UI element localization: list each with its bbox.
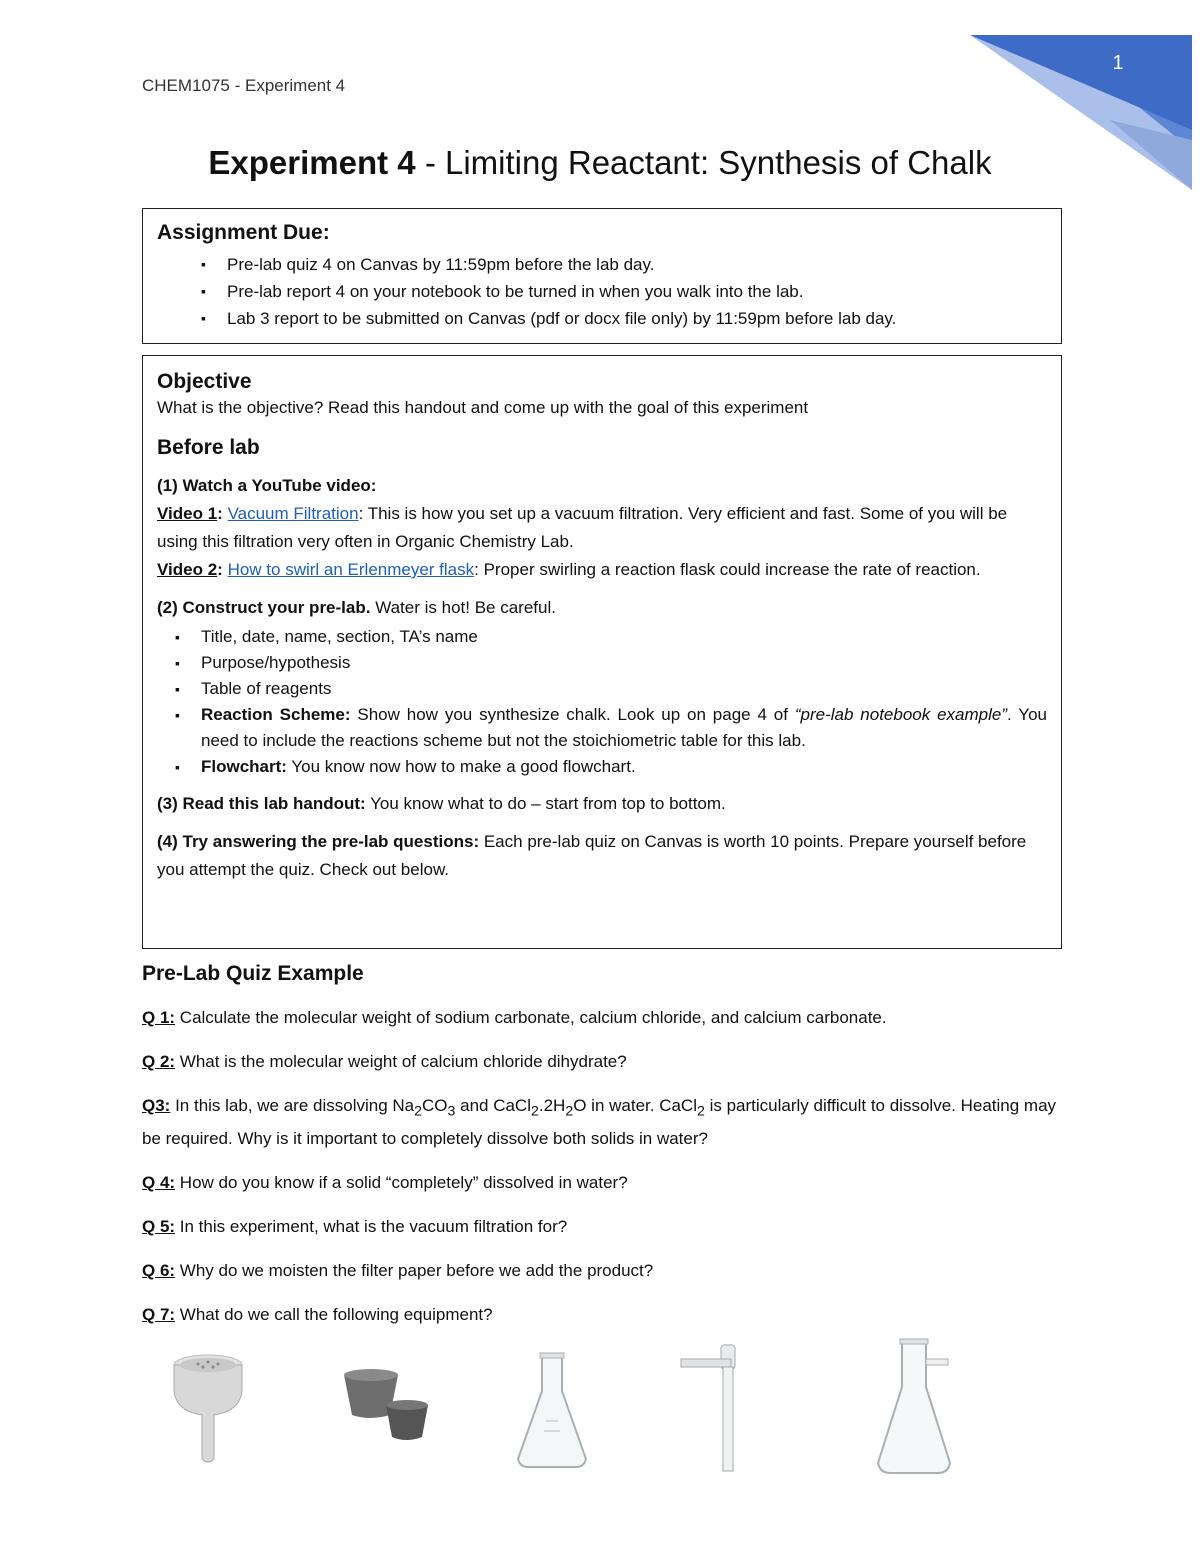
quiz-question: Q 6: Why do we moisten the filter paper before we add the product? [142,1261,654,1281]
quiz-heading: Pre-Lab Quiz Example [142,962,364,985]
step1: (1) Watch a YouTube video: [157,476,377,495]
equipment-images [140,1335,1020,1485]
video2-link[interactable]: How to swirl an Erlenmeyer flask [227,560,475,579]
quiz-question: Q3: In this lab, we are dissolving $Na_2CO_3$ and $CaCl_2.2H_2O$ in water. CaCl$_2$ is particularly difficult to dissolve. Heating may be required. Why is it important to completely dissolve both solids in water? [142,1096,1057,1149]
list-item: ▪ Pre-lab report 4 on your notebook to be turned in when you walk into the lab. [169,278,1047,305]
list-item: ▪ Title, date, name, section, TA’s name [157,624,1047,650]
quiz-question: Q 7: What do we call the following equipment? [142,1305,493,1325]
list-item: ▪ Pre-lab quiz 4 on Canvas by 11:59pm before the lab day. [169,251,1047,278]
buchner-funnel-icon [168,1351,248,1471]
assignment-heading: Assignment Due: [157,221,330,244]
assignment-box [142,208,1062,344]
list-item: ▪ Table of reagents [157,676,1047,702]
step4: (4) Try answering the pre-lab questions: Each pre-lab quiz on Canvas is worth 10 points. Prepare yourself before you attempt the quiz. Check out below. [157,832,1027,879]
objective-heading: Objective [157,370,252,393]
list-item: ▪ Reaction Scheme: Show how you synthesize chalk. Look up on page 4 of “pre-lab notebook example”. You need to include the reactions scheme but not the stoichiometric table for this lab. [157,702,1047,754]
prelab-list [157,624,1047,780]
list-item: ▪ Purpose/hypothesis [157,650,1047,676]
list-item: ▪ Lab 3 report to be submitted on Canvas (pdf or docx file only) by 11:59pm before lab day. [169,305,1047,332]
video1: Video 1: Vacuum Filtration: This is how you set up a vacuum filtration. Very efficient and fast. Some of you will be using this filtration very often in Organic Chemistry Lab. [157,504,1008,551]
list-item: ▪ Flowchart: You know now how to make a good flowchart. [157,754,1047,780]
erlenmeyer-flask-icon [512,1351,592,1471]
quiz-section [142,962,1072,1345]
quiz-question: Q 5: In this experiment, what is the vacuum filtration for? [142,1217,568,1237]
quiz-question: Q 1: Calculate the molecular weight of sodium carbonate, calcium chloride, and calcium carbonate. [142,1008,887,1027]
video2: Video 2: How to swirl an Erlenmeyer flask: Proper swirling a reaction flask could increase the rate of reaction. [157,560,981,579]
quiz-question: Q 2: What is the molecular weight of calcium chloride dihydrate? [142,1052,627,1071]
assignment-list [157,251,1047,332]
before-lab-heading: Before lab [157,436,260,459]
stopcock-icon [675,1341,755,1475]
rubber-adapters-icon [340,1365,440,1445]
page-header: CHEM1075 - Experiment 4 [142,76,346,95]
filter-flask-icon [872,1337,962,1477]
page-title: Experiment 4 - Limiting Reactant: Synthesis of Chalk [208,144,992,181]
step3: (3) Read this lab handout: You know what to do – start from top to bottom. [157,794,726,813]
objective-text: What is the objective? Read this handout and come up with the goal of this experiment [157,398,809,417]
quiz-question: Q 4: How do you know if a solid “completely” dissolved in water? [142,1173,628,1193]
step2: (2) Construct your pre-lab. Water is hot! Be careful. [157,598,556,617]
objective-box [142,355,1062,949]
page-number: 1 [1112,52,1124,74]
video1-link[interactable]: Vacuum Filtration [227,504,359,523]
